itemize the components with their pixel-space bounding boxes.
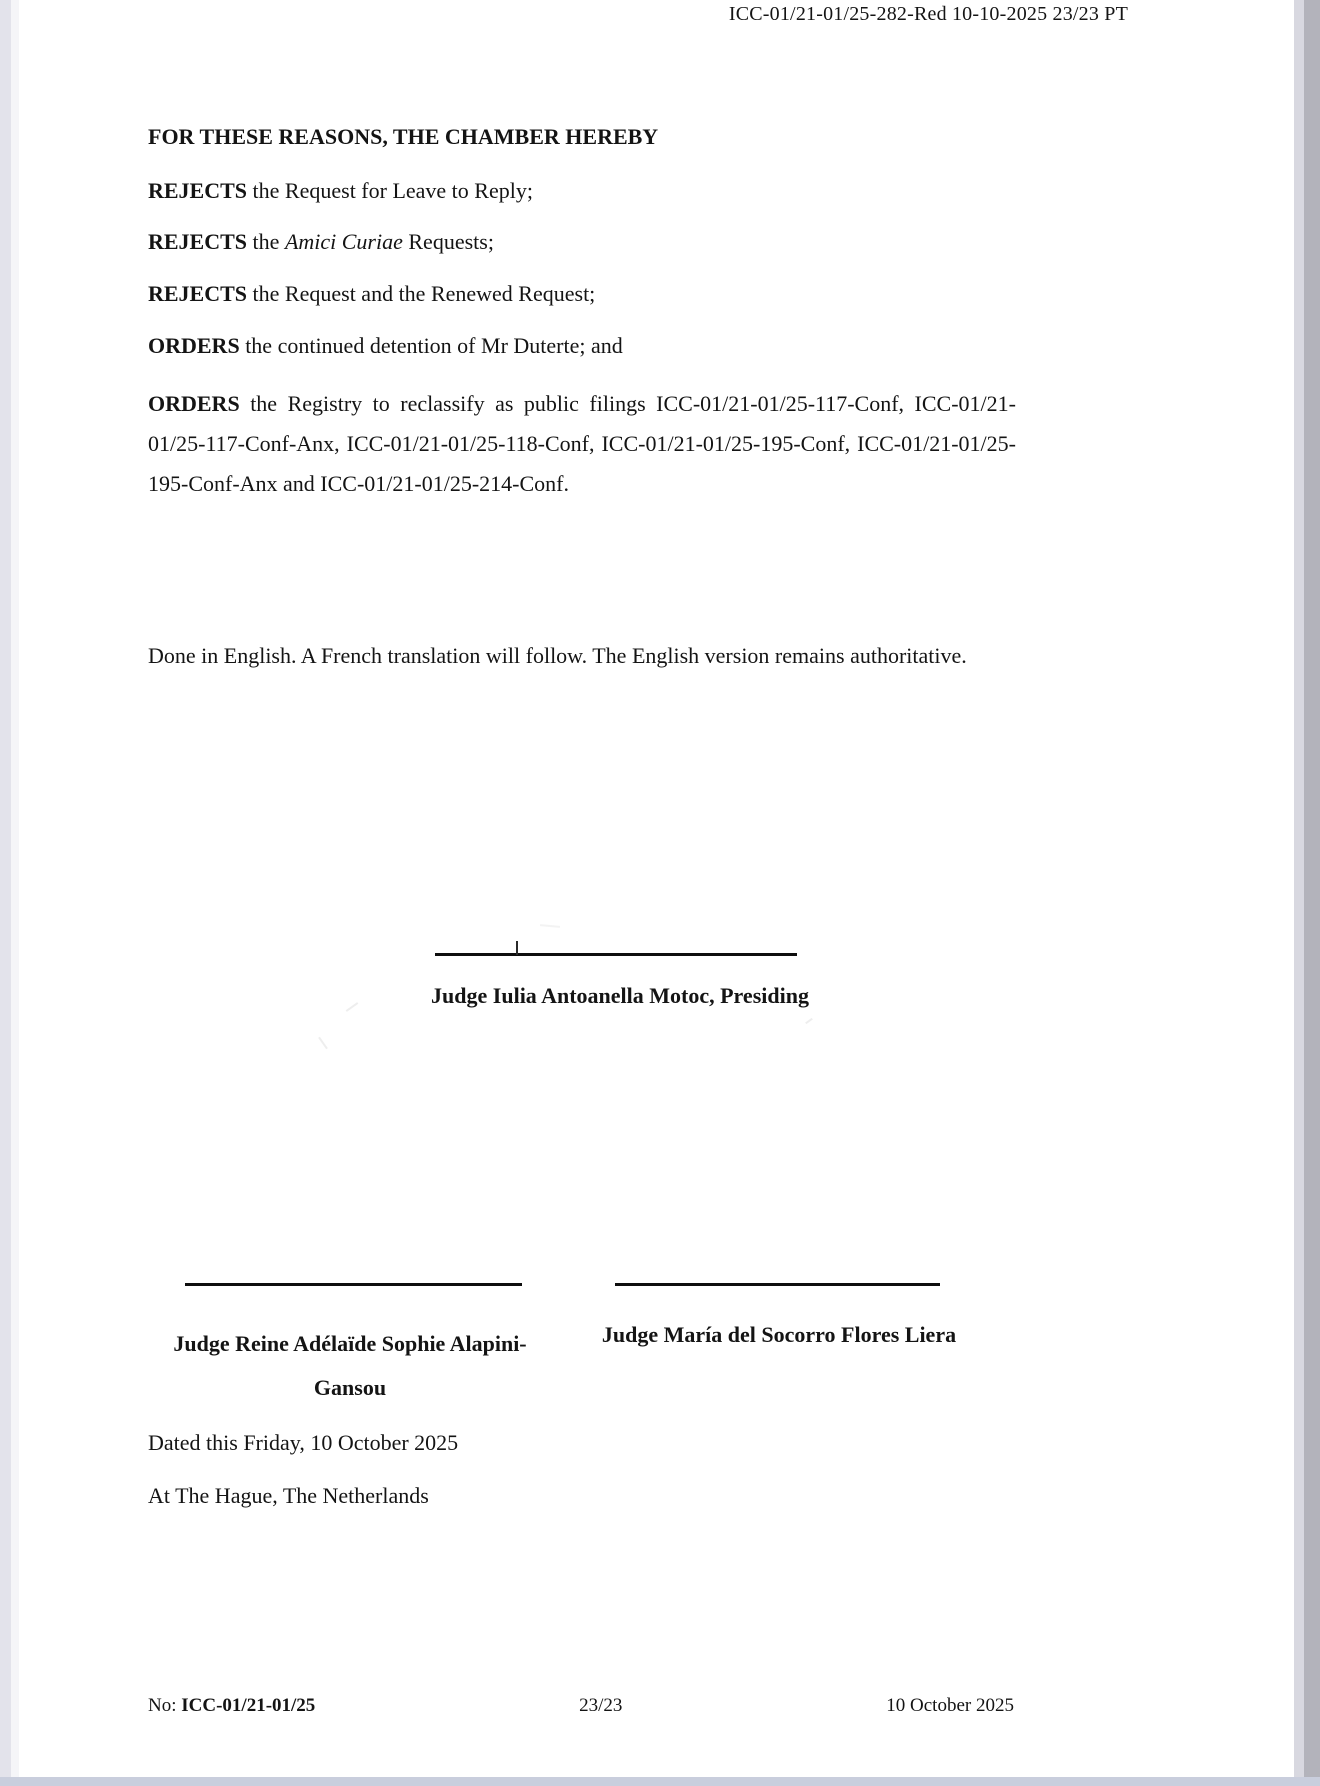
latin-phrase-italic: Amici Curiae <box>284 229 403 254</box>
operative-verb: REJECTS <box>148 229 248 254</box>
footer-page-indicator: 23/23 <box>579 1695 623 1716</box>
footer-case-number-value: ICC-01/21-01/25 <box>181 1695 316 1716</box>
faint-signature-trace <box>805 1018 813 1024</box>
place-line: At The Hague, The Netherlands <box>148 1483 429 1508</box>
operative-paragraph-5 <box>148 384 1016 504</box>
operative-paragraph-4 <box>148 333 623 359</box>
page-footer <box>148 1695 1014 1717</box>
signature-line-judge-left <box>185 1283 522 1286</box>
operative-paragraph-3 <box>148 281 595 307</box>
page-edge-left <box>0 0 11 1786</box>
operative-paragraph-1 <box>148 178 533 204</box>
signature-pen-mark <box>516 941 518 955</box>
footer-date: 10 October 2025 <box>886 1695 1014 1716</box>
operative-verb: ORDERS <box>148 391 240 416</box>
operative-text: the Request and the Renewed Request; <box>247 281 596 306</box>
judge-left-name <box>138 1322 562 1410</box>
scrollbar-track[interactable] <box>1304 0 1320 1786</box>
operative-text: the Registry to reclassify as public filings ICC-01/21-01/25-117-Conf, ICC-01/21-01/25-117-Conf-Anx, ICC-01/21-01/25-118-Conf, ICC-01/21-01/25-195-Conf, ICC-01/21-01/25-195-Conf-Anx and ICC-01/21-01/25-214-Conf. <box>148 391 1016 496</box>
operative-text: the <box>247 229 285 254</box>
signature-line-judge-right <box>615 1283 940 1286</box>
operative-verb: REJECTS <box>148 281 248 306</box>
operative-text: the continued detention of Mr Duterte; and <box>239 333 623 358</box>
footer-no-label: No: <box>148 1695 182 1716</box>
page-edge-right-fade <box>1294 0 1304 1786</box>
footer-case-number <box>148 1695 315 1717</box>
presiding-judge-name: Judge Iulia Antoanella Motoc, Presiding <box>431 983 809 1008</box>
decision-heading: FOR THESE REASONS, THE CHAMBER HEREBY <box>148 124 659 149</box>
signature-line-presiding <box>435 953 797 956</box>
faint-signature-trace <box>318 1037 328 1050</box>
operative-text: the Request for Leave to Reply; <box>247 178 533 203</box>
faint-signature-trace <box>540 924 560 928</box>
operative-paragraph-2 <box>148 229 494 255</box>
judge-left-name-line1: Judge Reine Adélaïde Sophie Alapini- <box>173 1331 527 1356</box>
language-note: Done in English. A French translation will follow. The English version remains authoritative. <box>148 643 967 668</box>
page-edge-bottom <box>0 1777 1320 1786</box>
judge-right-name: Judge María del Socorro Flores Liera <box>601 1322 957 1347</box>
operative-verb: REJECTS <box>148 178 248 203</box>
document-reference-header: ICC-01/21-01/25-282-Red 10-10-2025 23/23 PT <box>728 3 1128 25</box>
operative-verb: ORDERS <box>148 333 240 358</box>
operative-text: Requests; <box>402 229 494 254</box>
page-edge-left-fade <box>11 0 19 1786</box>
dated-line: Dated this Friday, 10 October 2025 <box>148 1430 459 1455</box>
judge-left-name-line2: Gansou <box>313 1375 387 1400</box>
